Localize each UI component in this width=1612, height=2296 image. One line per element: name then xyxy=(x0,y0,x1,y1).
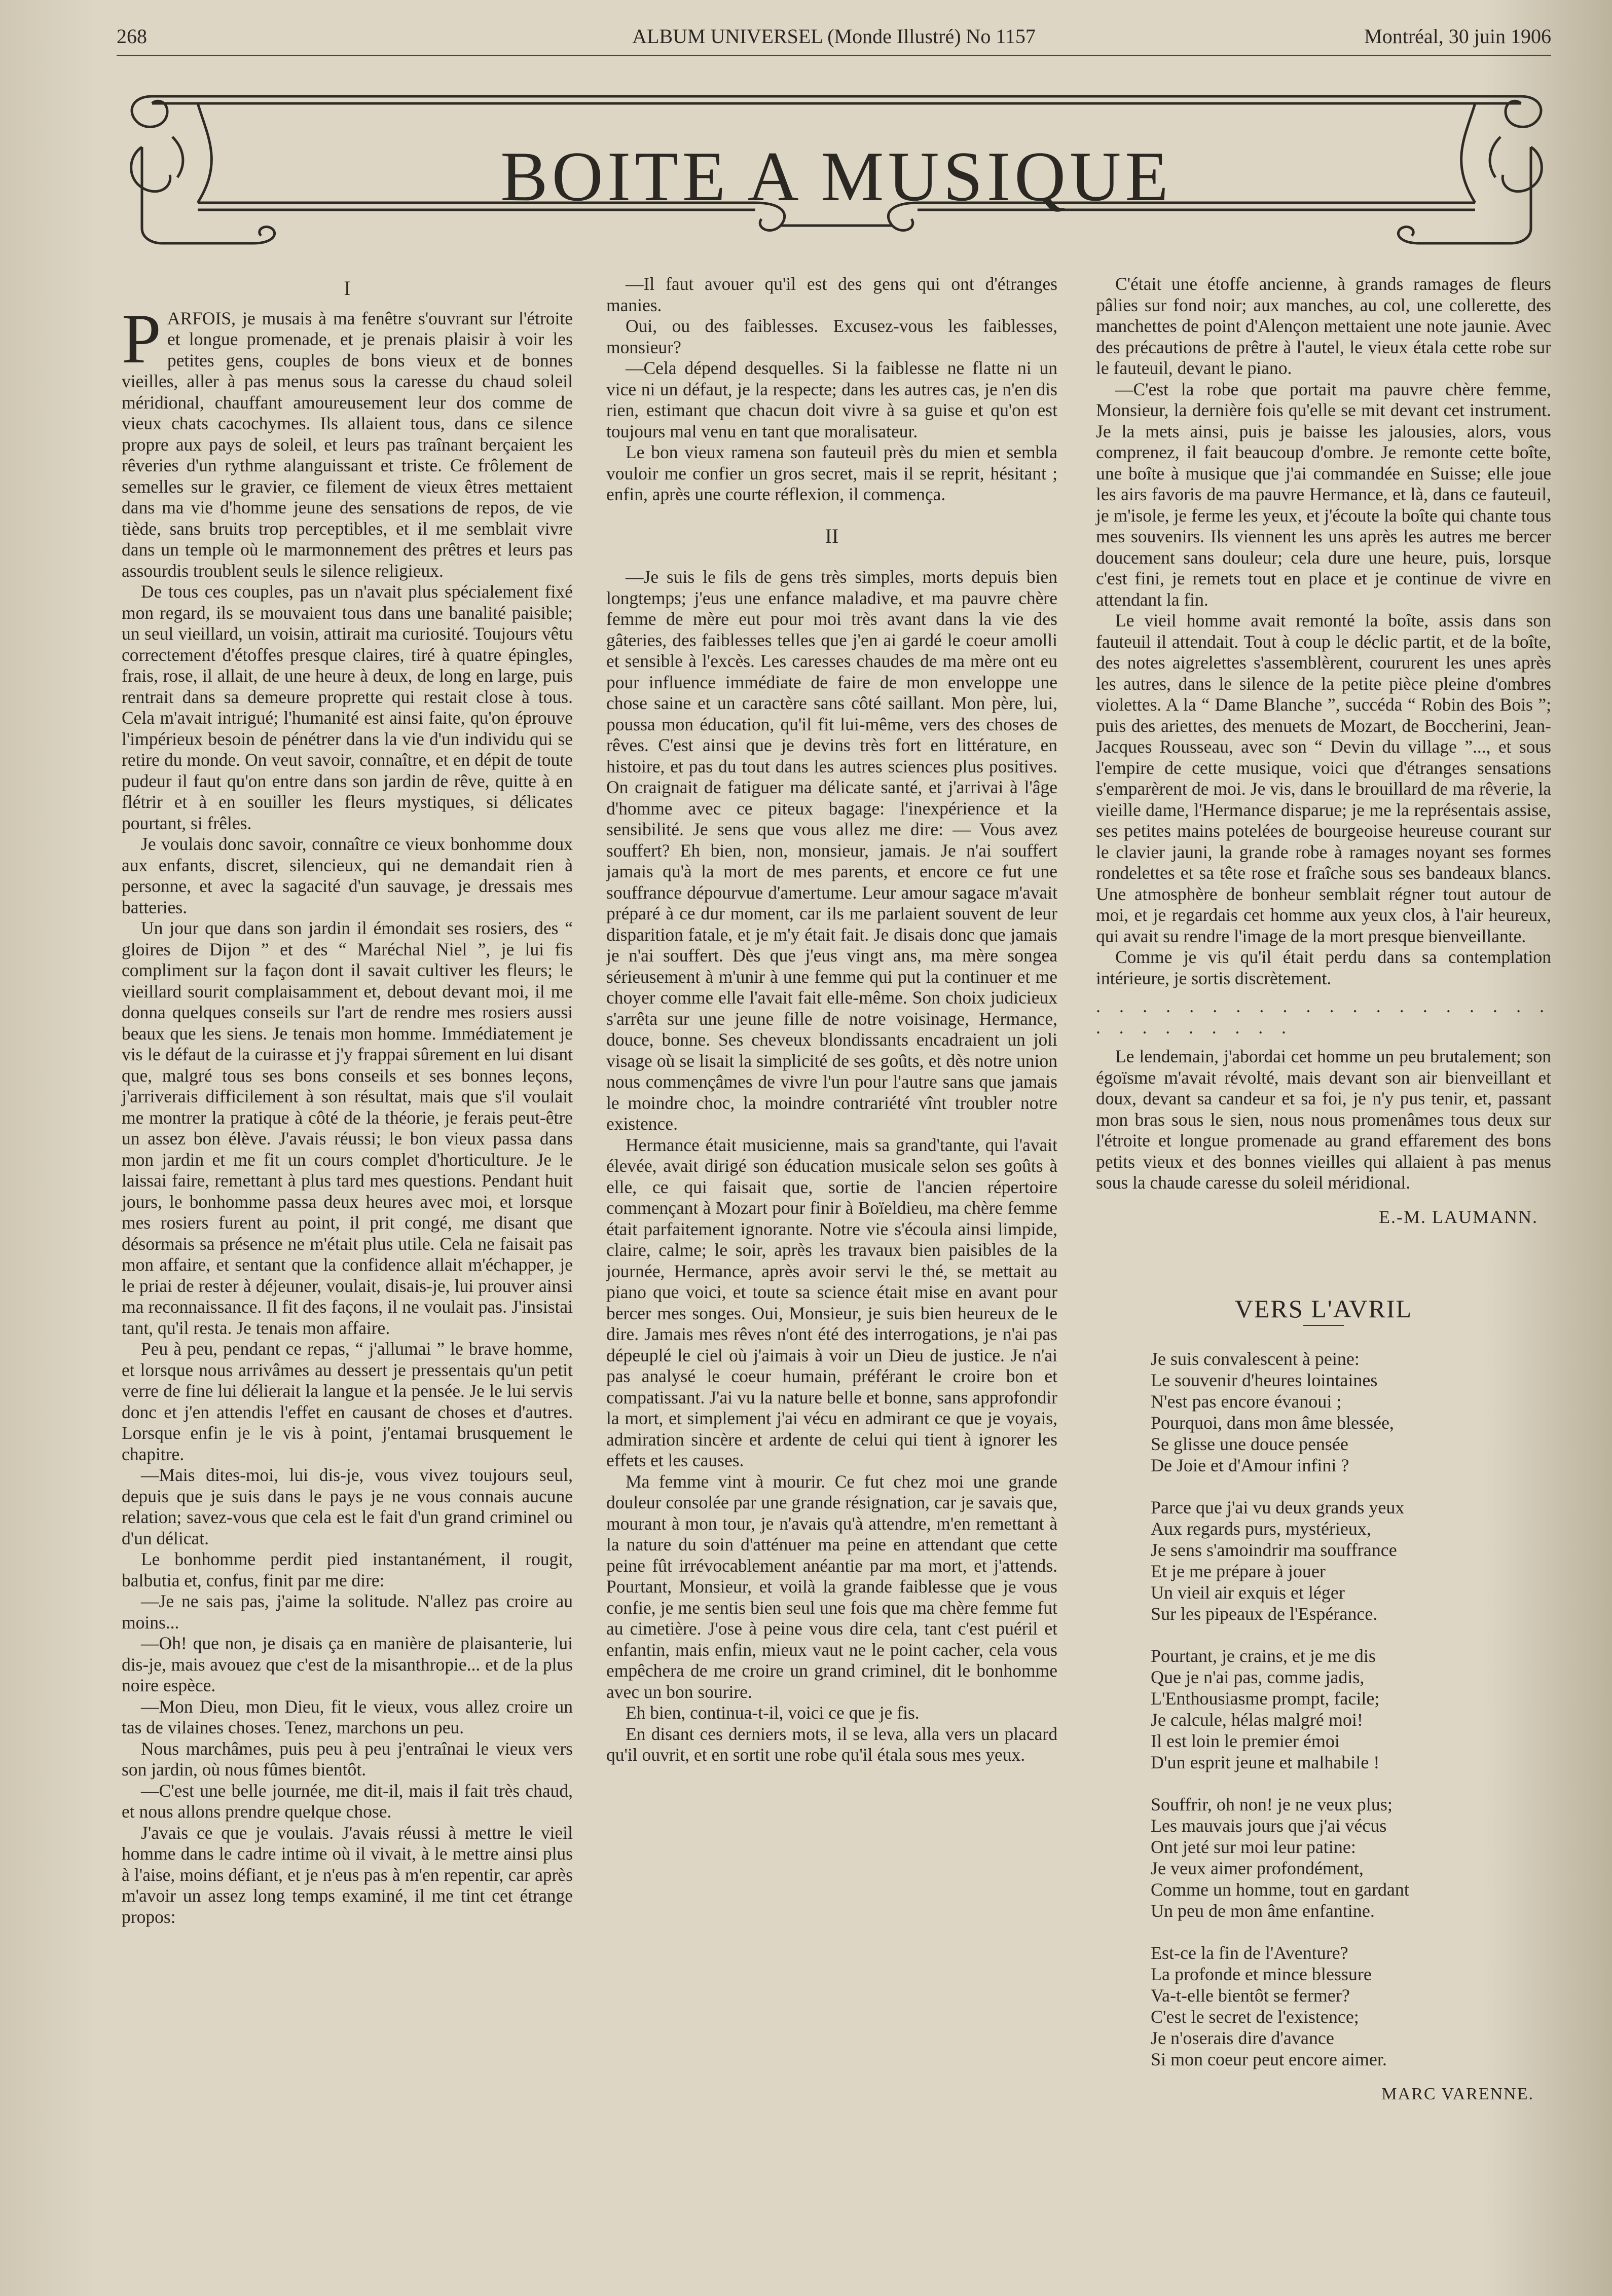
column-1 xyxy=(122,274,573,1928)
paragraph: Le vieil homme avait remonté la boîte, assis dans son fauteuil il attendait. Tout à coup le déclic partit, et de la boîte, des notes aigrelettes s'assemblèrent, coururent les unes après les autres, dans le silence de la petite pièce pleine d'ombres violettes. A la “ Dame Blanche ”, succéda “ Robin des Bois ”; puis des ariettes, des menuets de Mozart, de Boccherini, Jean-Jacques Rousseau, avec son “ Devin du village ”..., et sous l'empire de cette musique, voici que d'étranges sensations s'emparèrent de moi. Je vis, dans le brouillard de ma rêverie, la vieille dame, l'Hermance disparue; je me la représentais assise, ses petites mains potelées de bourgeoise heureuse courant sur le clavier jauni, la grande robe à ramages noyant ses formes rondelettes et sa tête rose et fraîche sous ses bandeaux blancs. Une atmosphère de bonheur semblait régner tout autour de moi, et je regardais cet homme aux yeux clos, à l'air heureux, qui avait su rendre l'image de la mort presque bienveillante. xyxy=(1096,610,1551,946)
poem-line: Il est loin le premier émoi xyxy=(1151,1730,1340,1751)
paragraph: —Oh! que non, je disais ça en manière de plaisanterie, lui dis-je, mais avouez que c'est de la misanthropie... et de la plus noire espèce. xyxy=(122,1633,573,1695)
paragraph: J'avais ce que je voulais. J'avais réussi à mettre le vieil homme dans le cadre intime où il vivait, à le mettre ainsi plus à l'aise, moins défiant, et je n'eus pas à m'en repentir, car après m'avoir un assez long temps examiné, il me tint cet étrange propos: xyxy=(122,1822,573,1927)
poem-line: Pourquoi, dans mon âme blessée, xyxy=(1151,1412,1394,1433)
poem-line: L'Enthousiasme prompt, facile; xyxy=(1151,1688,1380,1709)
paragraph: —Il faut avouer qu'il est des gens qui ont d'étranges manies. xyxy=(606,274,1057,315)
paragraph: Oui, ou des faiblesses. Excusez-vous les faiblesses, monsieur? xyxy=(606,316,1057,357)
poem-stanza xyxy=(1151,1645,1551,1773)
paragraph: C'était une étoffe ancienne, à grands ramages de fleurs pâlies sur fond noir; aux manches, au col, une collerette, des manchettes de point d'Alençon mettaient une note jaunie. Avec des précautions de prêtre à l'autel, le vieux étala cette robe sur le fauteuil, devant le piano. xyxy=(1096,274,1551,378)
paragraph: —Je suis le fils de gens très simples, morts depuis bien longtemps; j'eus une enfance maladive, et ma pauvre chère femme de mère eut pour moi très avant dans la vie des gâteries, des faiblesses telles que j'en ai gardé le coeur amolli et sensible à l'excès. Les caresses chaudes de ma mère ont eu pour influence immédiate de faire de mon enveloppe une chose saine et un caractère sans côté saillant. Mon père, lui, poussa mon éducation, qu'il fit lui-même, vers des choses de rêves. C'est ainsi que je devins très fort en littérature, en histoire, et pas du tout dans les autres sciences plus positives. On craignait de fatiguer ma délicate santé, et j'arrivai à l'âge d'homme avec ce piteux bagage: l'inexpérience et la sensibilité. Je sens que vous allez me dire: — Vous avez souffert? Eh bien, non, monsieur, jamais. Je n'ai souffert jamais qu'à la mort de mes parents, et encore ce fut une souffrance dépourvue d'amertume. Leur amour sagace m'avait préparé à ce dur moment, car ils me parlaient souvent de leur disparition fatale, et je m'y était fait. Je disais donc que jamais je n'ai souffert. Dès que j'eus vingt ans, ma mère songea sérieusement à m'unir à une femme qui put la continuer et me choyer comme elle l'avait fait elle-même. Son choix judicieux s'arrêta sur une jeune fille de notre voisinage, Hermance, douce, bonne. Ses cheveux blondissants encadraient un joli visage où se lisait la simplicité de ses goûts, et dès notre union nous commençâmes de vivre l'un pour l'autre sans que jamais le moindre choc, la moindre contrariété vînt troubler notre existence. xyxy=(606,567,1057,1134)
poem-line: Sur les pipeaux de l'Espérance. xyxy=(1151,1603,1378,1624)
column-3 xyxy=(1096,274,1551,2104)
paragraph: Ma femme vint à mourir. Ce fut chez moi une grande douleur consolée par une grande résignation, car je savais que, mourant à mon tour, je n'avais qu'à attendre, m'en remettant à la nature du soin d'atténuer ma peine en attendant que cette peine fût irrévocablement anéantie par ma mort, et j'attends. Pourtant, Monsieur, et voilà la grande faiblesse que je vous confie, je me sentis bien seul une fois que ma chère femme fut au cimetière. J'ose à peine vous dire cela, tant c'est puéril et enfantin, mais enfin, mieux vaut ne le point cacher, cela vous empêchera de me croire un grand criminel, dit le bonhomme avec un bon sourire. xyxy=(606,1471,1057,1702)
poem-line: Pourtant, je crains, et je me dis xyxy=(1151,1645,1376,1666)
paragraph: —Mon Dieu, mon Dieu, fit le vieux, vous allez croire un tas de vilaines choses. Tenez, marchons un peu. xyxy=(122,1696,573,1737)
poem-line: Comme un homme, tout en gardant xyxy=(1151,1879,1409,1900)
paragraph: —Je ne sais pas, j'aime la solitude. N'allez pas croire au moins... xyxy=(122,1591,573,1633)
article-title: BOITE A MUSIQUE xyxy=(500,137,1173,216)
poem-body xyxy=(1151,1348,1551,2070)
section-number-2: II xyxy=(825,524,839,547)
paragraph: —Mais dites-moi, lui dis-je, vous vivez toujours seul, depuis que je suis dans le pays je ne vous connais aucune relation; savez-vous que cela est le fait d'un grand criminel ou d'un délicat. xyxy=(122,1465,573,1548)
poem-line: Je n'oserais dire d'avance xyxy=(1151,2027,1334,2048)
paragraph: Comme je vis qu'il était perdu dans sa contemplation intérieure, je sortis discrètement. xyxy=(1096,947,1551,988)
title-banner xyxy=(122,76,1551,264)
poem-stanza xyxy=(1151,1794,1551,1921)
paragraph: Peu à peu, pendant ce repas, “ j'allumai ” le brave homme, et lorsque nous arrivâmes au dessert je pressentais qu'un petit verre de fine lui délierait la langue et la pensée. Je le lui servis donc et j'en attendis l'effet en causant de choses et d'autres. Lorsque enfin je le vis à point, j'entamai brusquement le chapitre. xyxy=(122,1339,573,1464)
poem-line: Ont jeté sur moi leur patine: xyxy=(1151,1836,1356,1857)
poem-line: Se glisse une douce pensée xyxy=(1151,1433,1348,1454)
poem-title: VERS L'AVRIL xyxy=(1234,1294,1413,1323)
poem-line: Parce que j'ai vu deux grands yeux xyxy=(1151,1497,1405,1517)
publication-title: ALBUM UNIVERSEL (Monde Illustré) No 1157 xyxy=(632,25,1036,48)
poem-line: Je sens s'amoindrir ma souffrance xyxy=(1151,1539,1397,1560)
poem-line: De Joie et d'Amour infini ? xyxy=(1151,1455,1349,1475)
header-rule xyxy=(117,55,1551,56)
paragraph: Eh bien, continua-t-il, voici ce que je fis. xyxy=(626,1702,920,1723)
poem-line: Et je me prépare à jouer xyxy=(1151,1561,1326,1581)
poem-line: Les mauvais jours que j'ai vécus xyxy=(1151,1815,1387,1836)
paragraph: Hermance était musicienne, mais sa grand'tante, qui l'avait élevée, avait dirigé son éducation musicale selon ses goûts à elle, ce qui faisait que, sortie de l'ancien répertoire commençant à Mozart pour finir à Boïeldieu, ma chère femme était parfaitement ignorante. Notre vie s'écoula ainsi limpide, claire, calme; le soir, après les travaux bien paisibles de la journée, Hermance, après avoir servi le thé, se mettait au piano que voici, et toute sa science était mise en avant pour bercer mes songes. Oui, Monsieur, je suis bien heureux de le dire. Jamais mes rêves n'ont été des interrogations, je n'ai pas dépeuplé le ciel où j'aimais à voir un Dieu de justice. Je n'ai pas analysé le coeur humain, préférant le croire bon et compatissant. J'ai vu la nature belle et bonne, sans approfondir la mort, et simplement j'ai vécu en admirant ce que je voyais, admiration sincère et ardente de celui qui tient à ignorer les effets et les causes. xyxy=(606,1134,1057,1470)
poem-line: C'est le secret de l'existence; xyxy=(1151,2006,1359,2027)
poem-line: Je suis convalescent à peine: xyxy=(1151,1348,1360,1369)
poem-line: Un peu de mon âme enfantine. xyxy=(1151,1900,1375,1921)
paragraph: Un jour que dans son jardin il émondait ses rosiers, des “ gloires de Dijon ” et des “ Maréchal Niel ”, je lui fis compliment sur la façon dont il savait cultiver les fleurs; le vieillard sourit complaisamment et, debout devant moi, il me donna quelques conseils sur l'art de rendre mes rosiers aussi beaux que les siens. Je tenais mon homme. Immédiatement je vis le défaut de la cuirasse et j'y frappai sûrement en lui disant que, malgré tous ses bons conseils et ses bonnes leçons, j'arriverais difficilement à son résultat, mais que s'il voulait me montrer la pratique à côté de la théorie, je ferais peut-être un assez bon élève. J'avais réussi; le bon vieux passa dans mon jardin et me fit un cours complet d'horticulture. Je le laissai faire, remettant à plus tard mes questions. Pendant huit jours, le bonhomme passa deux heures avec moi, et lorsque mes rosiers furent au point, il prit congé, me disant que désormais sa présence ne m'était plus utile. Cela ne faisait pas mon affaire, et sentant que la confidence allait m'échapper, je le priai de rester à déjeuner, voulait, disais-je, lui prouver ainsi ma reconnaissance. Il fit des façons, il ne voulait pas. J'insistai tant, qu'il resta. Je tenais mon affaire. xyxy=(122,918,573,1338)
section-number-1: I xyxy=(344,277,351,300)
paragraph: PARFOIS, je musais à ma fenêtre s'ouvrant sur l'étroite et longue promenade, et je prenais plaisir à voir les petites gens, couples de bons vieux et de bonnes vieilles, aller à pas menus sous la caresse du chaud soleil méridional, chauffant amoureusement leur dos comme de vieux chats cacochymes. Ils allaient tous, dans ce silence propre aux pays de soleil, et leurs pas traînant berçaient les rêveries d'un rythme alanguissant et triste. Ce frôlement de semelles sur le gravier, ce filement de vieux êtres mettaient dans ma vie d'homme jeune des sensations de repos, de vie tiède, sans bruits trop perceptibles, et il me semblait vivre dans un temple où le marmonnement des prêtres et leurs pas assourdis troublent seuls le silence religieux. xyxy=(122,299,573,581)
poem-line: Souffrir, oh non! je ne veux plus; xyxy=(1151,1794,1393,1814)
poem-line: Je veux aimer profondément, xyxy=(1151,1858,1364,1878)
paragraph: —C'est la robe que portait ma pauvre chère femme, Monsieur, la dernière fois qu'elle se mit devant cet instrument. Je la mets ainsi, puis je baisse les jalousies, alors, vous comprenez, il fait beaucoup d'ombre. Je remonte cette boîte, une boîte à musique que j'ai commandée en Suisse; elle joue les airs favoris de ma pauvre Hermance, et là, dans ce fauteuil, je m'isole, je ferme les yeux, et j'écoute la boîte qui chante tous mes souvenirs. Ils viennent les uns après les autres me bercer doucement sans douleur; cela dure une heure, puis, lorsque c'est fini, je remets tout en place et je continue de vivre en attendant la fin. xyxy=(1096,379,1551,610)
paragraph: De tous ces couples, pas un n'avait plus spécialement fixé mon regard, ils se mouvaient tous dans une banalité paisible; un seul vieillard, un voisin, attirait ma curiosité. Toujours vêtu correctement d'étoffes presque claires, tiré à quatre épingles, frais, rose, il allait, de une heure à deux, de long en large, puis rentrait dans sa demeure proprette qui restait close à tous. Cela m'avait intrigué; l'humanité est ainsi faite, qu'on éprouve l'impérieux besoin de pénétrer dans la vie d'un individu qui se retire du monde. On veut savoir, connaître, et en dépit de toute pudeur il faut qu'on entre dans son jardin de rêve, quitte à en flétrir et à en souiller les fleurs mystiques, si délicates pourtant, si frêles. xyxy=(122,581,573,833)
poem-line: Que je n'ai pas, comme jadis, xyxy=(1151,1667,1365,1687)
poem-line: Un vieil air exquis et léger xyxy=(1151,1582,1345,1603)
poem-stanza xyxy=(1151,1942,1551,2070)
column-2 xyxy=(606,274,1057,1766)
poem-title-rule xyxy=(1303,1325,1344,1326)
paragraph: —Cela dépend desquelles. Si la faiblesse ne flatte ni un vice ni un défaut, je la respecte; dans les autres cas, je n'en dis rien, estimant que chacun doit vivre à sa guise et qu'on est toujours mal venu en tant que moralisateur. xyxy=(606,358,1057,441)
poem-line: Le souvenir d'heures lointaines xyxy=(1151,1369,1378,1390)
paragraph: Nous marchâmes, puis peu à peu j'entraînai le vieux vers son jardin, où nous fûmes bientôt. xyxy=(122,1738,573,1780)
poem-line: Est-ce la fin de l'Aventure? xyxy=(1151,1942,1348,1963)
paragraph: —C'est une belle journée, me dit-il, mais il fait très chaud, et nous allons prendre quelque chose. xyxy=(122,1780,573,1822)
poem-line: N'est pas encore évanoui ; xyxy=(1151,1391,1342,1412)
poem-line: D'un esprit jeune et malhabile ! xyxy=(1151,1752,1380,1772)
drop-cap: P xyxy=(122,299,161,378)
poem-author: MARC VARENNE. xyxy=(1381,2084,1534,2103)
poem-line: La profonde et mince blessure xyxy=(1151,1964,1372,1984)
article-author: E.-M. LAUMANN. xyxy=(1379,1206,1538,1227)
paragraph: Je voulais donc savoir, connaître ce vieux bonhomme doux aux enfants, discret, silencieux, qui ne demandait rien à personne, et avec la sagacité d'un sauvage, je dressais mes batteries. xyxy=(122,834,573,917)
dotted-separator: . . . . . . . . . . . . . . . . . . . . . . . . . . . . . xyxy=(1096,996,1551,1038)
paragraph: Le bon vieux ramena son fauteuil près du mien et sembla vouloir me confier un gros secret, mais il se reprit, hésitant ; enfin, après une courte réflexion, il commença. xyxy=(606,442,1057,504)
page-number: 268 xyxy=(117,25,147,48)
poem-stanza xyxy=(1151,1497,1551,1624)
poem-line: Si mon coeur peut encore aimer. xyxy=(1151,2049,1387,2069)
paragraph: Le lendemain, j'abordai cet homme un peu brutalement; son égoïsme m'avait révolté, mais devant son air bienveillant et doux, devant sa candeur et sa foi, je n'y pus tenir, et, passant mon bras sous le sien, nous nous promenâmes tous deux sur l'étroite et longue promenade au grand effarement des bons petits vieux et des bonnes vieilles qui allaient à pas menus sous la chaude caresse du soleil méridional. xyxy=(1096,1046,1551,1193)
poem-line: Je calcule, hélas malgré moi! xyxy=(1151,1709,1363,1730)
paragraph: En disant ces derniers mots, il se leva, alla vers un placard qu'il ouvrit, et en sortit une robe qu'il étala sous mes yeux. xyxy=(606,1723,1057,1765)
poem-line: Aux regards purs, mystérieux, xyxy=(1151,1518,1371,1539)
issue-date: Montréal, 30 juin 1906 xyxy=(1364,25,1551,48)
poem-stanza xyxy=(1151,1348,1551,1476)
paragraph: Le bonhomme perdit pied instantanément, il rougit, balbutia et, confus, finit par me dire: xyxy=(122,1549,573,1590)
poem-line: Va-t-elle bientôt se fermer? xyxy=(1151,1985,1350,2006)
